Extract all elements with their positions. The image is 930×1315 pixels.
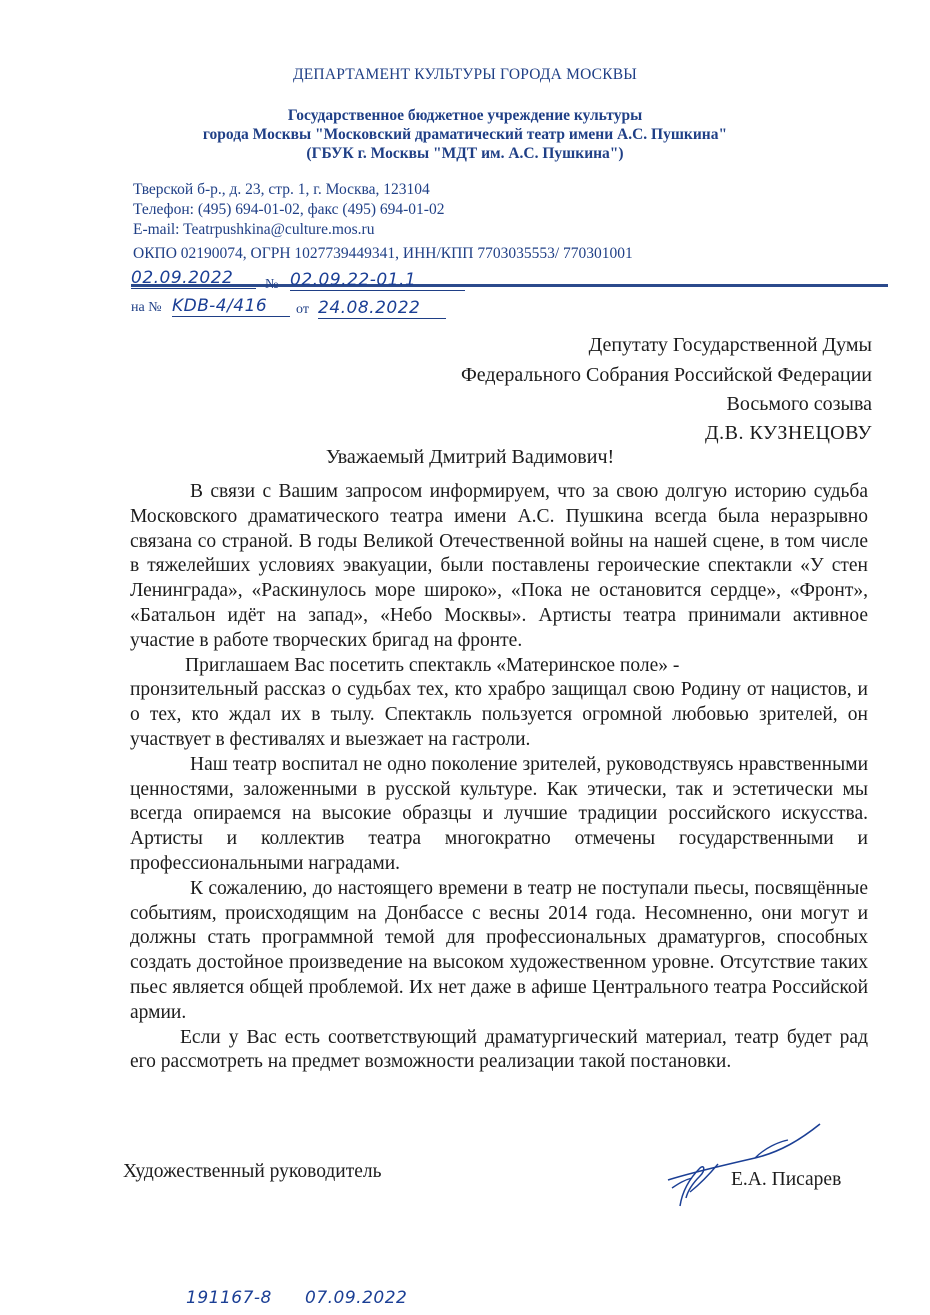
contact-address: Тверской б-р., д. 23, стр. 1, г. Москва, 123104	[133, 181, 430, 198]
contact-phone: Телефон: (495) 694-01-02, факс (495) 694-01-02	[133, 201, 445, 218]
reply-number-field	[172, 296, 290, 317]
addressee-line3: Восьмого созыва	[726, 393, 872, 415]
reply-number: KDB-4/416	[172, 296, 268, 316]
reply-date: 24.08.2022	[318, 298, 421, 318]
reply-from-label: от	[296, 302, 309, 317]
reply-date-field	[318, 298, 446, 319]
outgoing-number-field	[290, 270, 465, 291]
contact-registry: ОКПО 02190074, ОГРН 1027739449341, ИНН/КПП 7703035553/ 770301001	[133, 245, 633, 262]
reply-number-label: на №	[131, 300, 162, 315]
registration-date: 07.09.2022	[305, 1288, 408, 1308]
addressee-line1: Депутату Государственной Думы	[588, 334, 872, 356]
outgoing-date-field	[131, 268, 256, 289]
body-paragraph: Наш театр воспитал не одно поколение зрителей, руководствуясь нравственными ценностями, заложенными в русской культуре. Как этически, так и эстетически мы всегда опираемся на высокие образцы и лучшие традиции российского искусства. Артисты и коллектив театра многократно отмечены государственными и профессиональными наградами.	[130, 753, 868, 874]
signatory-title: Художественный руководитель	[123, 1161, 382, 1182]
addressee-line2: Федерального Собрания Российской Федерации	[460, 364, 872, 386]
body-paragraph: Приглашаем Вас посетить спектакль «Материнское поле» -	[185, 654, 680, 676]
greeting: Уважаемый Дмитрий Вадимович!	[325, 446, 615, 468]
outgoing-date: 02.09.2022	[131, 268, 234, 288]
number-label: №	[265, 277, 279, 292]
org-name-line3: (ГБУК г. Москвы "МДТ им. А.С. Пушкина")	[306, 145, 624, 162]
outgoing-number: 02.09.22-01.1	[290, 270, 417, 290]
handwritten-signature-icon	[660, 1118, 830, 1213]
org-name-line1: Государственное бюджетное учреждение культуры	[287, 107, 643, 124]
signatory-name: Е.А. Писарев	[731, 1169, 842, 1190]
department-title: ДЕПАРТАМЕНТ КУЛЬТУРЫ ГОРОДА МОСКВЫ	[292, 66, 637, 83]
body-paragraph: К сожалению, до настоящего времени в театр не поступали пьесы, посвящённые событиям, происходящим на Донбассе с весны 2014 года. Несомненно, они могут и должны стать программной темой для профессиональных драматургов, способных создать достойное произведение на высоком художественном уровне. Отсутствие таких пьес является общей проблемой. Их нет даже в афише Центрального театра Российской армии.	[130, 877, 868, 1023]
body-paragraph: Если у Вас есть соответствующий драматургический материал, театр будет рад его рассмотреть на предмет возможности реализации такой постановки.	[130, 1026, 868, 1073]
body-paragraph: пронзительный рассказ о судьбах тех, кто храбро защищал свою Родину от нацистов, и о тех, кто ждал их в тылу. Спектакль пользуется огромной любовью зрителей, он участвует в фестивалях и выезжает на гастроли.	[130, 679, 868, 750]
body-paragraph: В связи с Вашим запросом информируем, что за свою долгую историю судьба Московского драматического театра имени А.С. Пушкина всегда была неразрывно связана со страной. В годы Великой Отечественной войны на нашей сцене, в том числе в тяжелейших условиях эвакуации, были поставлены героические спектакли «У стен Ленинграда», «Раскинулось море широко», «Пока не остановится сердце», «Фронт», «Батальон идёт на запад», «Небо Москвы». Артисты театра принимали активное участие в работе творческих бригад на фронте.	[130, 481, 868, 651]
registration-number: 191167-8	[186, 1288, 272, 1308]
org-name-line2: города Москвы "Московский драматический театр имени А.С. Пушкина"	[202, 126, 728, 143]
addressee-name: Д.В. КУЗНЕЦОВУ	[705, 422, 872, 444]
letter-body	[130, 480, 868, 1075]
contact-email: E-mail: Teatrpushkina@culture.mos.ru	[133, 221, 375, 238]
